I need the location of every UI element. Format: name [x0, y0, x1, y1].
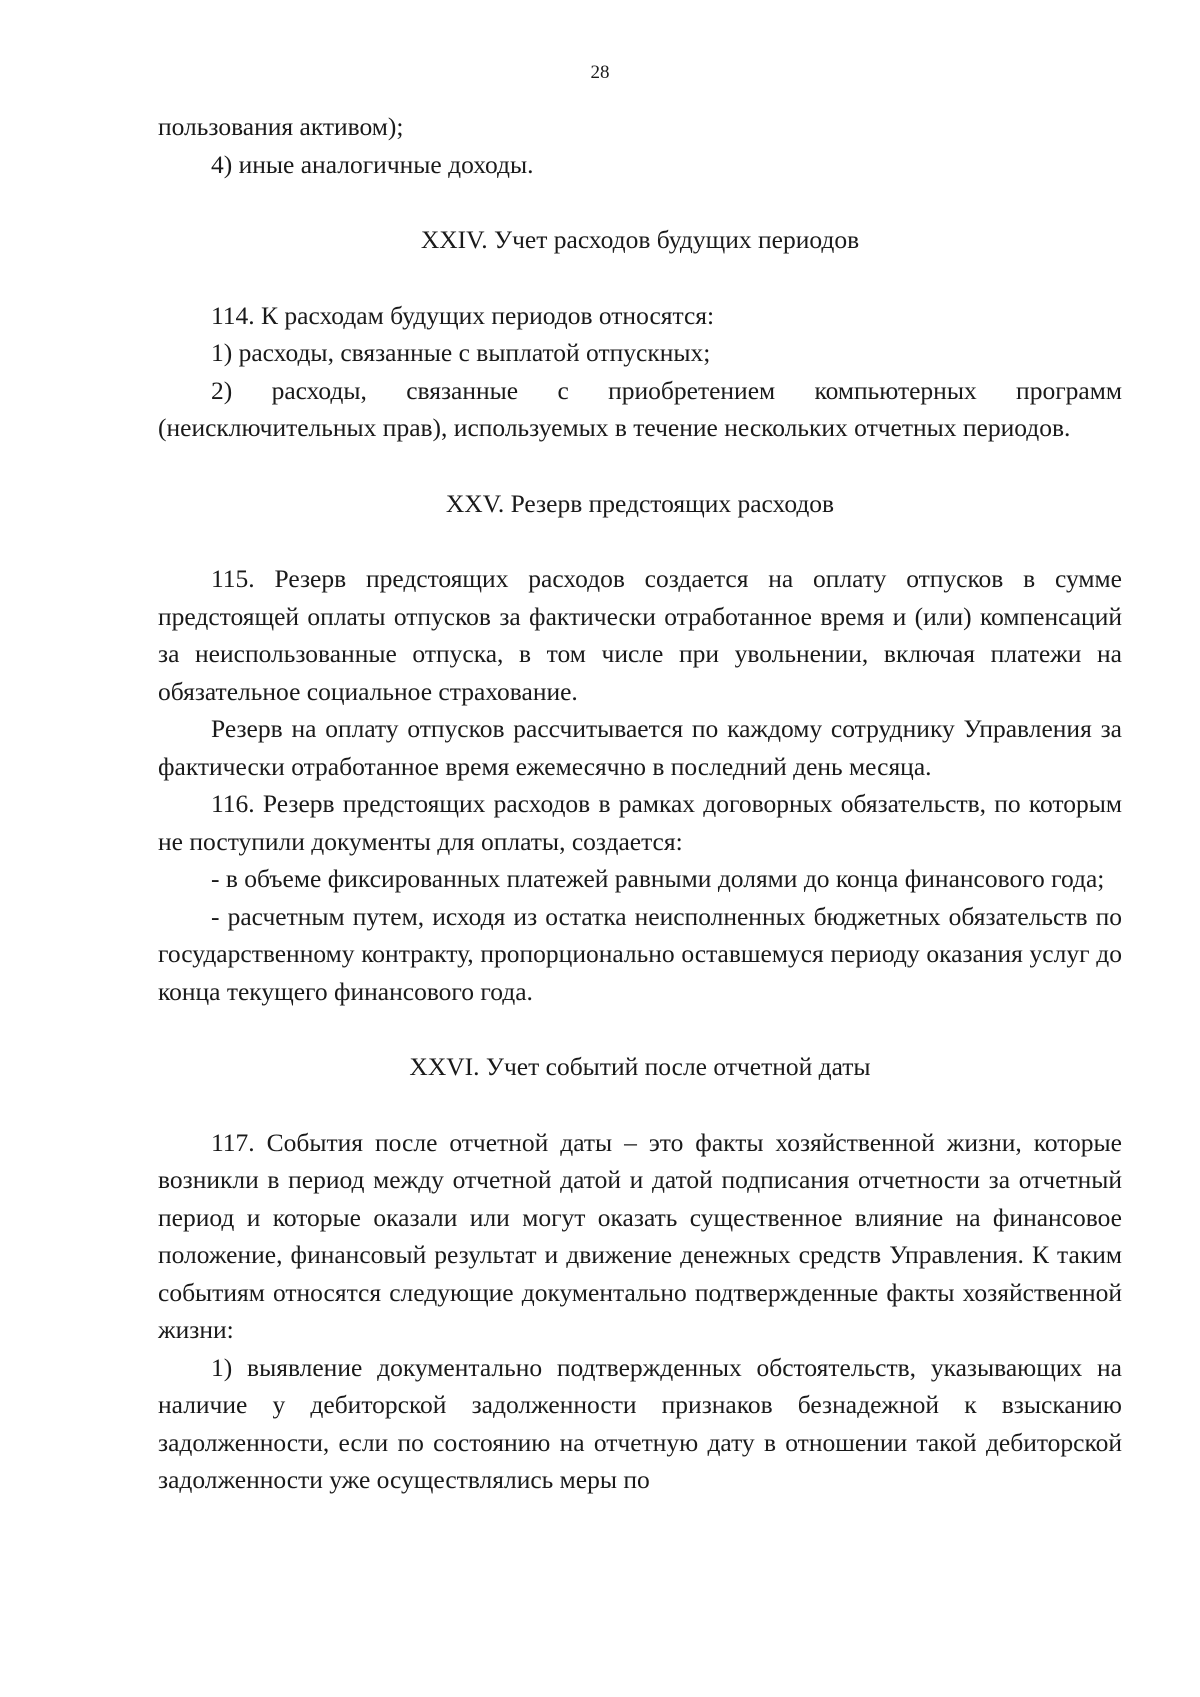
paragraph: 117. События после отчетной даты – это факты хозяйственной жизни, которые возникли в период между отчетной датой и датой подписания отчетности за отчетный период и которые оказали или могут оказать существенное влияние на финансовое положение, финансовый результат и движение денежных средств Управления. К таким событиям относятся следующие документально подтвержденные факты хозяйственной жизни: — [158, 1127, 1122, 1344]
section-heading: XXIV. Учет расходов будущих периодов — [420, 225, 860, 254]
section-heading: XXV. Резерв предстоящих расходов — [445, 488, 835, 518]
paragraph: 116. Резерв предстоящих расходов в рамках договорных обязательств, по которым не поступили документы для оплаты, создается: — [158, 789, 1122, 856]
list-item: - расчетным путем, исходя из остатка неисполненных бюджетных обязательств по государственному контракту, пропорционально оставшемуся периоду оказания услуг до конца текущего финансового года. — [158, 901, 1122, 1006]
list-item: 4) иные аналогичные доходы. — [211, 149, 534, 179]
paragraph: 115. Резерв предстоящих расходов создается на оплату отпусков в сумме предстоящей оплаты отпусков за фактически отработанное время и (или) компенсаций за неиспользованные отпуска, в том числе при увольнении, включая платежи на обязательное социальное страхование. — [158, 564, 1122, 706]
list-item: 1) расходы, связанные с выплатой отпускных; — [211, 338, 711, 367]
list-item: 2) расходы, связанные с приобретением компьютерных программ (неисключительных прав), используемых в течение нескольких отчетных периодов. — [158, 375, 1122, 442]
document-body — [158, 108, 1122, 1499]
paragraph: Резерв на оплату отпусков рассчитывается по каждому сотруднику Управления за фактически отработанное время ежемесячно в последний день месяца. — [158, 714, 1122, 781]
list-item: 1) выявление документально подтвержденных обстоятельств, указывающих на наличие у дебиторской задолженности признаков безнадежной к взысканию задолженности, если по состоянию на отчетную дату в отношении такой дебиторской задолженности уже осуществлялись меры по — [158, 1352, 1122, 1494]
paragraph: пользования активом); — [158, 112, 404, 141]
section-heading: XXVI. Учет событий после отчетной даты — [409, 1052, 871, 1081]
list-item: - в объеме фиксированных платежей равными долями до конца финансового года; — [211, 864, 1105, 893]
page-number: 28 — [590, 62, 610, 83]
paragraph: 114. К расходам будущих периодов относятся: — [211, 300, 715, 330]
